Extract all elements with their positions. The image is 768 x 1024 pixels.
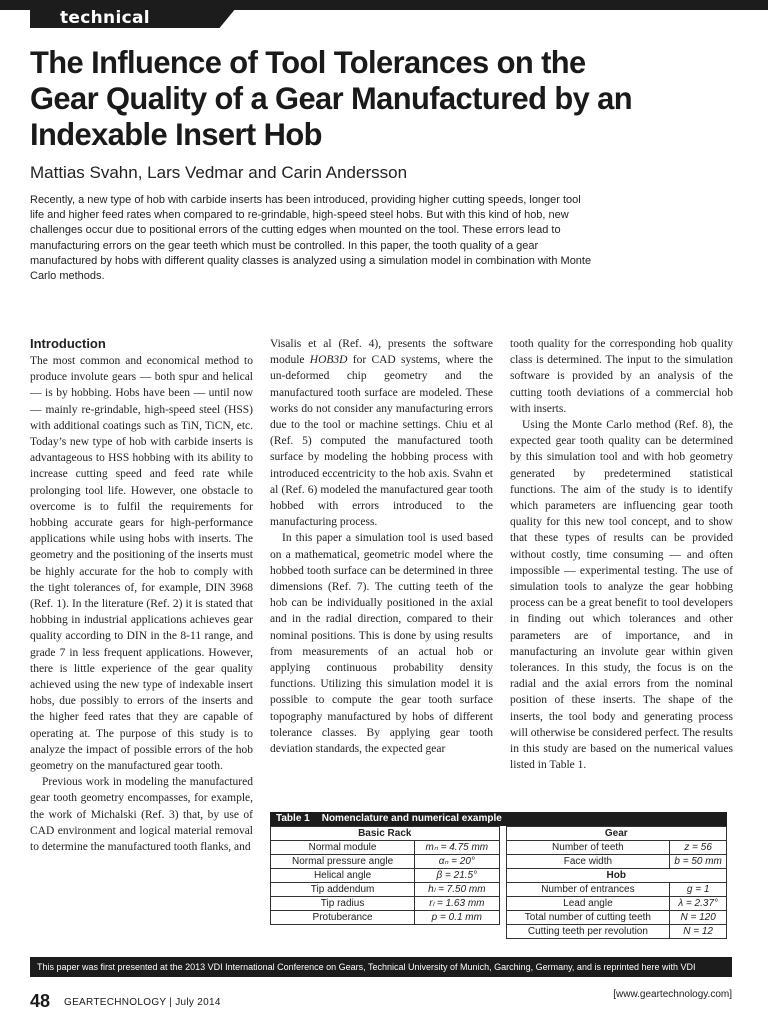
table-cell: Lead angle bbox=[506, 897, 670, 911]
website-link[interactable]: [www.geartechnology.com] bbox=[613, 989, 732, 1000]
table-cell: N = 120 bbox=[670, 911, 727, 925]
table-cell: Face width bbox=[506, 855, 670, 869]
col1-paragraph-2: Previous work in modeling the manufactured gear tooth geometry encompasses, for example, the work of Michalski (Ref. 3) that, by use of CAD environment and logical material removal to determine the manufactured tooth flanks, and bbox=[30, 776, 253, 854]
page-number: 48 bbox=[30, 991, 51, 1011]
table-cell: N = 12 bbox=[670, 925, 727, 939]
section-label: technical bbox=[60, 8, 150, 28]
nomenclature-table bbox=[270, 812, 727, 939]
table-caption: Table 1 Nomenclature and numerical example bbox=[270, 812, 727, 826]
table-cell: rₗ = 1.63 mm bbox=[415, 897, 499, 911]
table-header-basic-rack: Basic Rack bbox=[271, 827, 500, 841]
intro-heading: Introduction bbox=[30, 336, 106, 351]
table-cell: Protuberance bbox=[271, 911, 415, 925]
col2-paragraph-2: In this paper a simulation tool is used based on a mathematical, geometric model where the hobbed tooth surface can be determined in three dimensions (Ref. 7). The cutting teeth of the hob can be individually positioned in the axial and in the radial direction, compared to their nominal positions. This is done by using results from measurements of an actual hob or applying continuous probability density functions. Utilizing this simulation model it is possible to compute the gear tooth surface topography manufactured by hobs of different tolerance classes. By applying gear tooth deviation standards, the expected gear bbox=[270, 532, 493, 756]
table-cell: hₗ = 7.50 mm bbox=[415, 883, 499, 897]
table-cell: p = 0.1 mm bbox=[415, 911, 499, 925]
table-grid bbox=[270, 826, 727, 939]
table-cell: Normal pressure angle bbox=[271, 855, 415, 869]
table-cell: λ = 2.37° bbox=[670, 897, 727, 911]
article-title: The Influence of Tool Tolerances on the Gear Quality of a Gear Manufactured by an Indexable Insert Hob bbox=[30, 44, 633, 152]
table-cell: β = 21.5° bbox=[415, 869, 499, 883]
software-name: HOB3D bbox=[309, 354, 348, 367]
table-cell: Number of entrances bbox=[506, 883, 670, 897]
table-cell: Helical angle bbox=[271, 869, 415, 883]
table-cell: z = 56 bbox=[670, 841, 727, 855]
table-cell: b = 50 mm bbox=[670, 855, 727, 869]
table-cell: mₙ = 4.75 mm bbox=[415, 841, 499, 855]
table-header-gear: Gear bbox=[506, 827, 726, 841]
body-column-3 bbox=[510, 336, 733, 773]
table-cell: g = 1 bbox=[670, 883, 727, 897]
col3-paragraph-2: Using the Monte Carlo method (Ref. 8), the expected gear tooth quality can be determined by this simulation tool and with hob geometry generated by predetermined statistical functions. The aim of the study is to identify which parameters are influencing gear tooth quality for this new tool concept, and to show that these types of results can be provided without costly, time consuming — and often impossible — experimental testing. The use of simulation tools to analyze the gear hobbing process can be a great benefit to tool developers in finding out which tolerances and other parameters are of importance, and in manufacturing an involute gear within given tolerances. In this study, the focus is on the radial and the axial errors from the nominal position of these inserts. The shape of the inserts, the tool body and generating process will otherwise be considered perfect. The results in this study are based on the numerical values listed in Table 1. bbox=[510, 419, 734, 772]
magazine-issue: GEARTECHNOLOGY | July 2014 bbox=[64, 997, 221, 1008]
body-column-2 bbox=[270, 336, 493, 757]
col1-paragraph-1: The most common and economical method to produce involute gears — both spur and helical — is by hobbing. Hobs have been — until now — mainly re-grindable, high-speed steel (HSS) with additional coatings such as TiN, TiCN, etc. Today’s new type of hob with carbide inserts is advantageous to HSS hobbing with its ability to increase cutting speed and feed rate while prolonging tool life. However, one obstacle to overcome is to fulfil the requirements for hobbing accurate gears for high-performance applications while using hobs with inserts. The geometry and the positioning of the inserts must be highly accurate for the hob to comply with the tight tolerances of, for example, DIN 3968 (Ref. 1). In the literature (Ref. 2) it is stated that hobbing in industrial applications achieves gear quality according to DIN in the 8-11 range, and grade 7 in less frequent applications. However, there is little experience of the gear quality achieved using the new type of indexable insert hobs, due possibly to errors of the inserts and the higher feed rates that they are capable of operating at. The purpose of this study is to analyze the impact of possible errors of the hob geometry on the manufactured gear tooth. bbox=[30, 355, 253, 773]
article-abstract: Recently, a new type of hob with carbide inserts has been introduced, providing higher cutting speeds, longer tool life and higher feed rates when compared to re-grindable, high-speed steel hobs. But with this kind of hob, new challenges occur due to positional errors of the cutting edges when mounted on the tool. These errors lead to manufacturing errors on the gear teeth which must be controlled. In this paper, the tooth quality of a gear manufactured by hobs with different quality classes is analyzed using a simulation model in combination with Monte Carlo methods. bbox=[30, 194, 592, 283]
table-cell: Number of teeth bbox=[506, 841, 670, 855]
col2-paragraph-1: Visalis et al (Ref. 4), presents the software module HOB3D for CAD systems, where the un-deformed chip geometry and the manufactured tooth surface are modeled. These works do not consider any manufacturing errors due to the tool or machine settings. Chiu et al (Ref. 5) computed the manufactured tooth surface by modeling the hobbing process with introduced eccentricity to the hob axis. Svahn et al (Ref. 6) modeled the manufactured gear tooth hobbed with errors introduced to the manufacturing process. bbox=[270, 338, 493, 529]
table-cell: αₙ = 20° bbox=[415, 855, 499, 869]
table-cell: Tip addendum bbox=[271, 883, 415, 897]
table-cell: Normal module bbox=[271, 841, 415, 855]
table-header-hob: Hob bbox=[506, 869, 726, 883]
table-cell: Tip radius bbox=[271, 897, 415, 911]
table-cell: Total number of cutting teeth bbox=[506, 911, 670, 925]
col3-paragraph-1: tooth quality for the corresponding hob quality class is determined. The input to the simulation software is provided by an analysis of the cutting tooth deviations of a commercial hob with inserts. bbox=[510, 338, 733, 415]
body-column-1 bbox=[30, 336, 253, 855]
table-cell: Cutting teeth per revolution bbox=[506, 925, 670, 939]
reprint-note: This paper was first presented at the 2013 VDI International Conference on Gears, Technical University of Munich, Garching, Germany, and is reprinted here with VDI permission. bbox=[30, 957, 732, 977]
article-authors: Mattias Svahn, Lars Vedmar and Carin Andersson bbox=[30, 163, 408, 182]
